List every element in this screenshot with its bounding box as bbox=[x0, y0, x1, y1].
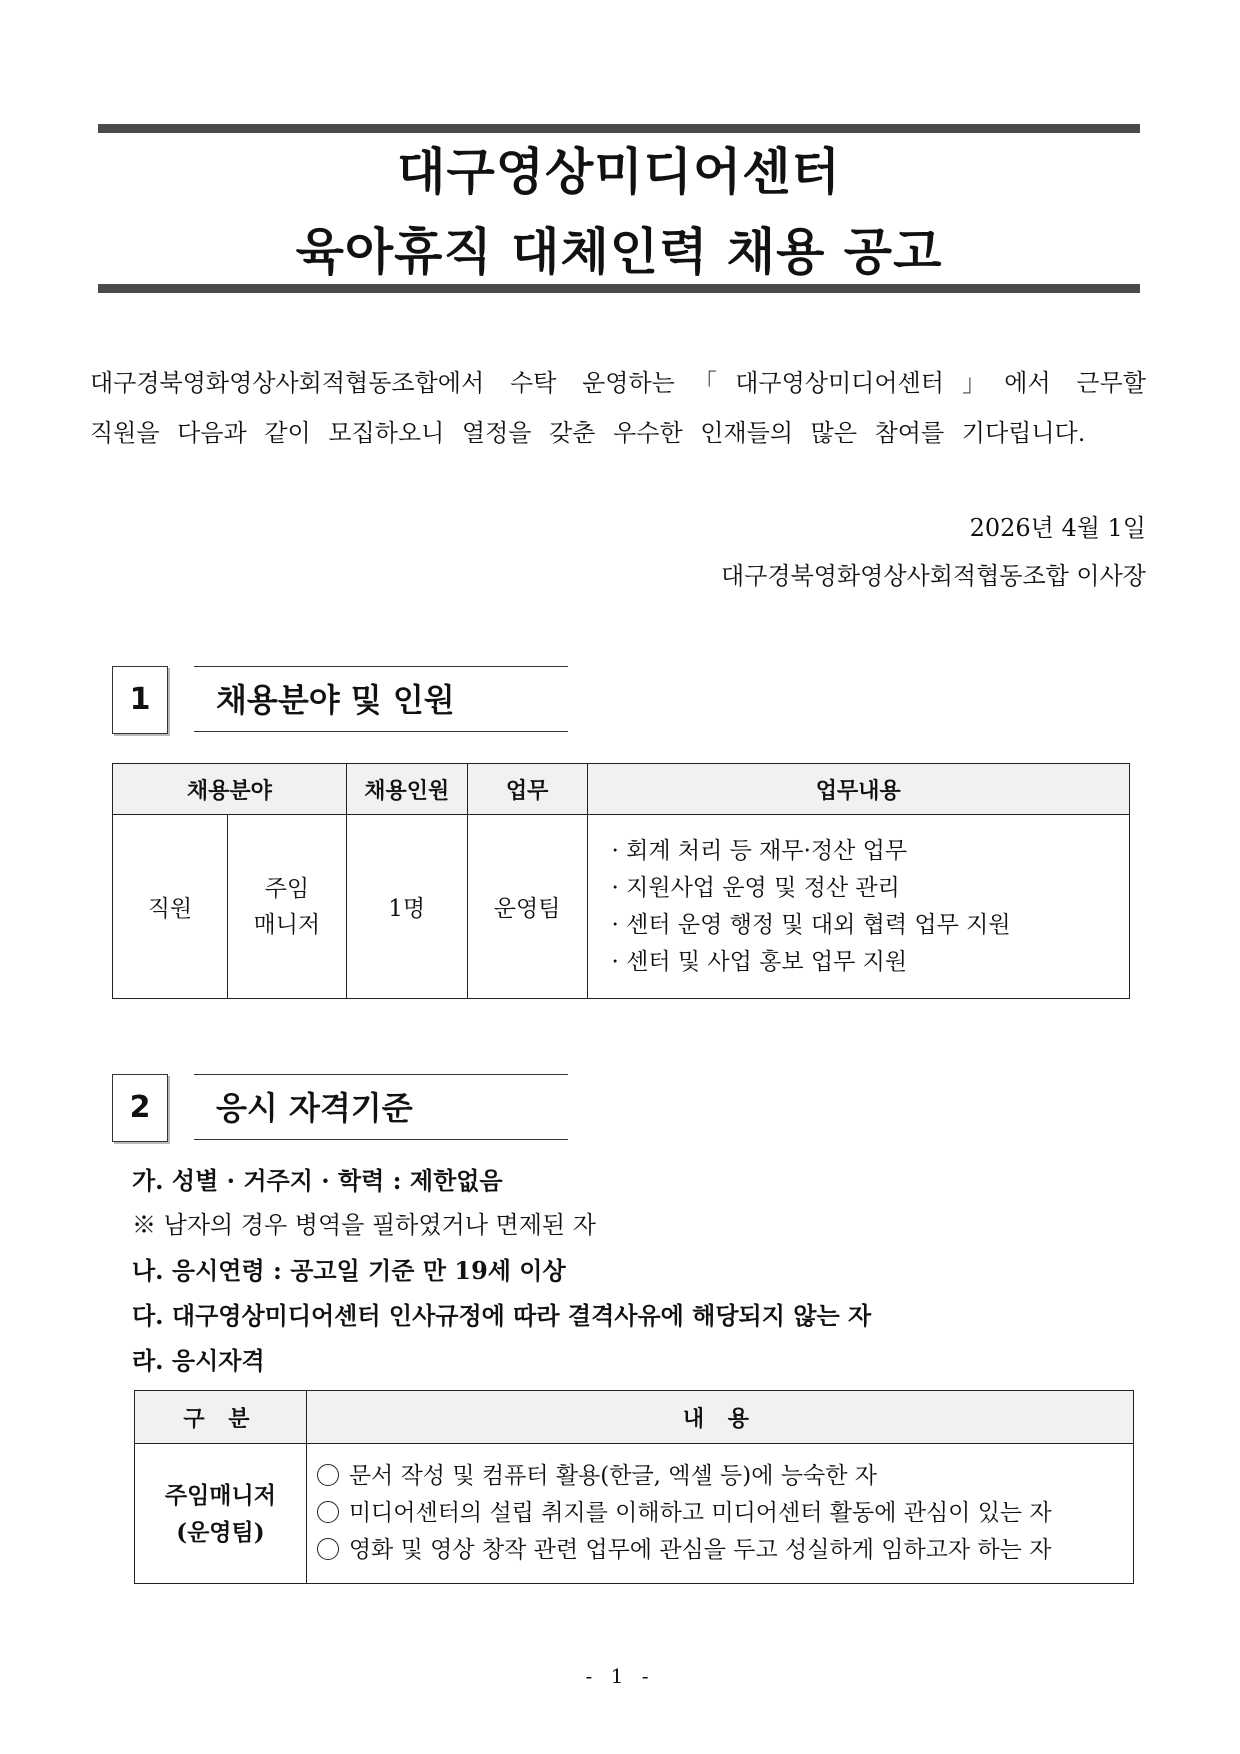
position-line-1: 주임 bbox=[264, 875, 310, 902]
circle-bullet-icon bbox=[317, 1464, 339, 1486]
intro-line-1: 대구경북영화영상사회적협동조합에서 수탁 운영하는「대구영상미디어센터」에서 근무할 bbox=[90, 369, 1146, 397]
recruitment-table bbox=[112, 763, 1130, 999]
circle-bullet-icon bbox=[317, 1501, 339, 1523]
cell-type: 직원 bbox=[113, 815, 228, 999]
header-category: 구 분 bbox=[135, 1391, 307, 1444]
recruitment-table-header bbox=[113, 764, 1130, 815]
circle-bullet-icon bbox=[317, 1538, 339, 1560]
qualification-text: 영화 및 영상 창작 관련 업무에 관심을 두고 성실하게 임하고자 하는 자 bbox=[348, 1537, 1052, 1563]
cell-team: 운영팀 bbox=[467, 815, 587, 999]
intro-line-2: 직원을 다음과 같이 모집하오니 열정을 갖춘 우수한 인재들의 많은 참여를 기다립니다. bbox=[90, 419, 1086, 447]
list-item bbox=[317, 1458, 1133, 1495]
header-field: 채용분야 bbox=[113, 764, 347, 815]
header-task: 업무 bbox=[467, 764, 587, 815]
criteria-a: 가. 성별 · 거주지 · 학력 : 제한없음 bbox=[132, 1166, 503, 1195]
cell-position bbox=[227, 815, 346, 999]
cell-count: 1명 bbox=[346, 815, 467, 999]
duty-list bbox=[588, 833, 1129, 981]
category-line-1: 주임매니저 bbox=[164, 1481, 276, 1509]
header-details: 업무내용 bbox=[587, 764, 1129, 815]
title-line-1: 대구영상미디어센터 bbox=[397, 143, 841, 201]
cell-duties bbox=[587, 815, 1129, 999]
criteria-c: 다. 대구영상미디어센터 인사규정에 따라 결격사유에 해당되지 않는 자 bbox=[132, 1301, 872, 1330]
list-item: · 지원사업 운영 및 정산 관리 bbox=[612, 870, 1129, 907]
category-line-2: (운영팀) bbox=[176, 1518, 265, 1546]
section-2-title: 응시 자격기준 bbox=[194, 1074, 568, 1140]
list-item: · 센터 및 사업 홍보 업무 지원 bbox=[612, 944, 1129, 981]
qualification-table bbox=[134, 1390, 1134, 1584]
qualification-text: 문서 작성 및 컴퓨터 활용(한글, 엑셀 등)에 능숙한 자 bbox=[348, 1463, 877, 1489]
table-row bbox=[135, 1444, 1134, 1584]
qualification-list bbox=[307, 1458, 1133, 1569]
criteria-list bbox=[132, 1158, 871, 1383]
header-count: 채용인원 bbox=[346, 764, 467, 815]
list-item: · 센터 운영 행정 및 대외 협력 업무 지원 bbox=[612, 907, 1129, 944]
notice-date: 2026년 4월 1일 bbox=[969, 514, 1146, 542]
cell-category bbox=[135, 1444, 307, 1584]
list-item: · 회계 처리 등 재무·정산 업무 bbox=[612, 833, 1129, 870]
list-item bbox=[317, 1495, 1133, 1532]
qualification-table-header bbox=[135, 1391, 1134, 1444]
criteria-d: 라. 응시자격 bbox=[132, 1346, 265, 1375]
page-number: - 1 - bbox=[585, 1664, 655, 1688]
cell-qualifications bbox=[306, 1444, 1133, 1584]
section-1-number: 1 bbox=[112, 666, 168, 734]
title-bottom-rule bbox=[98, 284, 1140, 293]
qualification-text: 미디어센터의 설립 취지를 이해하고 미디어센터 활동에 관심이 있는 자 bbox=[348, 1500, 1052, 1526]
header-content: 내 용 bbox=[306, 1391, 1133, 1444]
issuer: 대구경북영화영상사회적협동조합 이사장 bbox=[721, 562, 1146, 590]
position-line-2: 매니저 bbox=[253, 911, 321, 938]
section-1-title: 채용분야 및 인원 bbox=[194, 666, 568, 732]
criteria-note: ※ 남자의 경우 병역을 필하였거나 면제된 자 bbox=[132, 1211, 596, 1239]
title-block bbox=[98, 132, 1140, 292]
section-2-number: 2 bbox=[112, 1074, 168, 1142]
list-item bbox=[317, 1532, 1133, 1569]
title-line-2: 육아휴직 대체인력 채용 공고 bbox=[295, 223, 943, 281]
criteria-b: 나. 응시연령 : 공고일 기준 만 19세 이상 bbox=[132, 1256, 566, 1285]
table-row bbox=[113, 815, 1130, 999]
intro-paragraph bbox=[90, 358, 1146, 458]
